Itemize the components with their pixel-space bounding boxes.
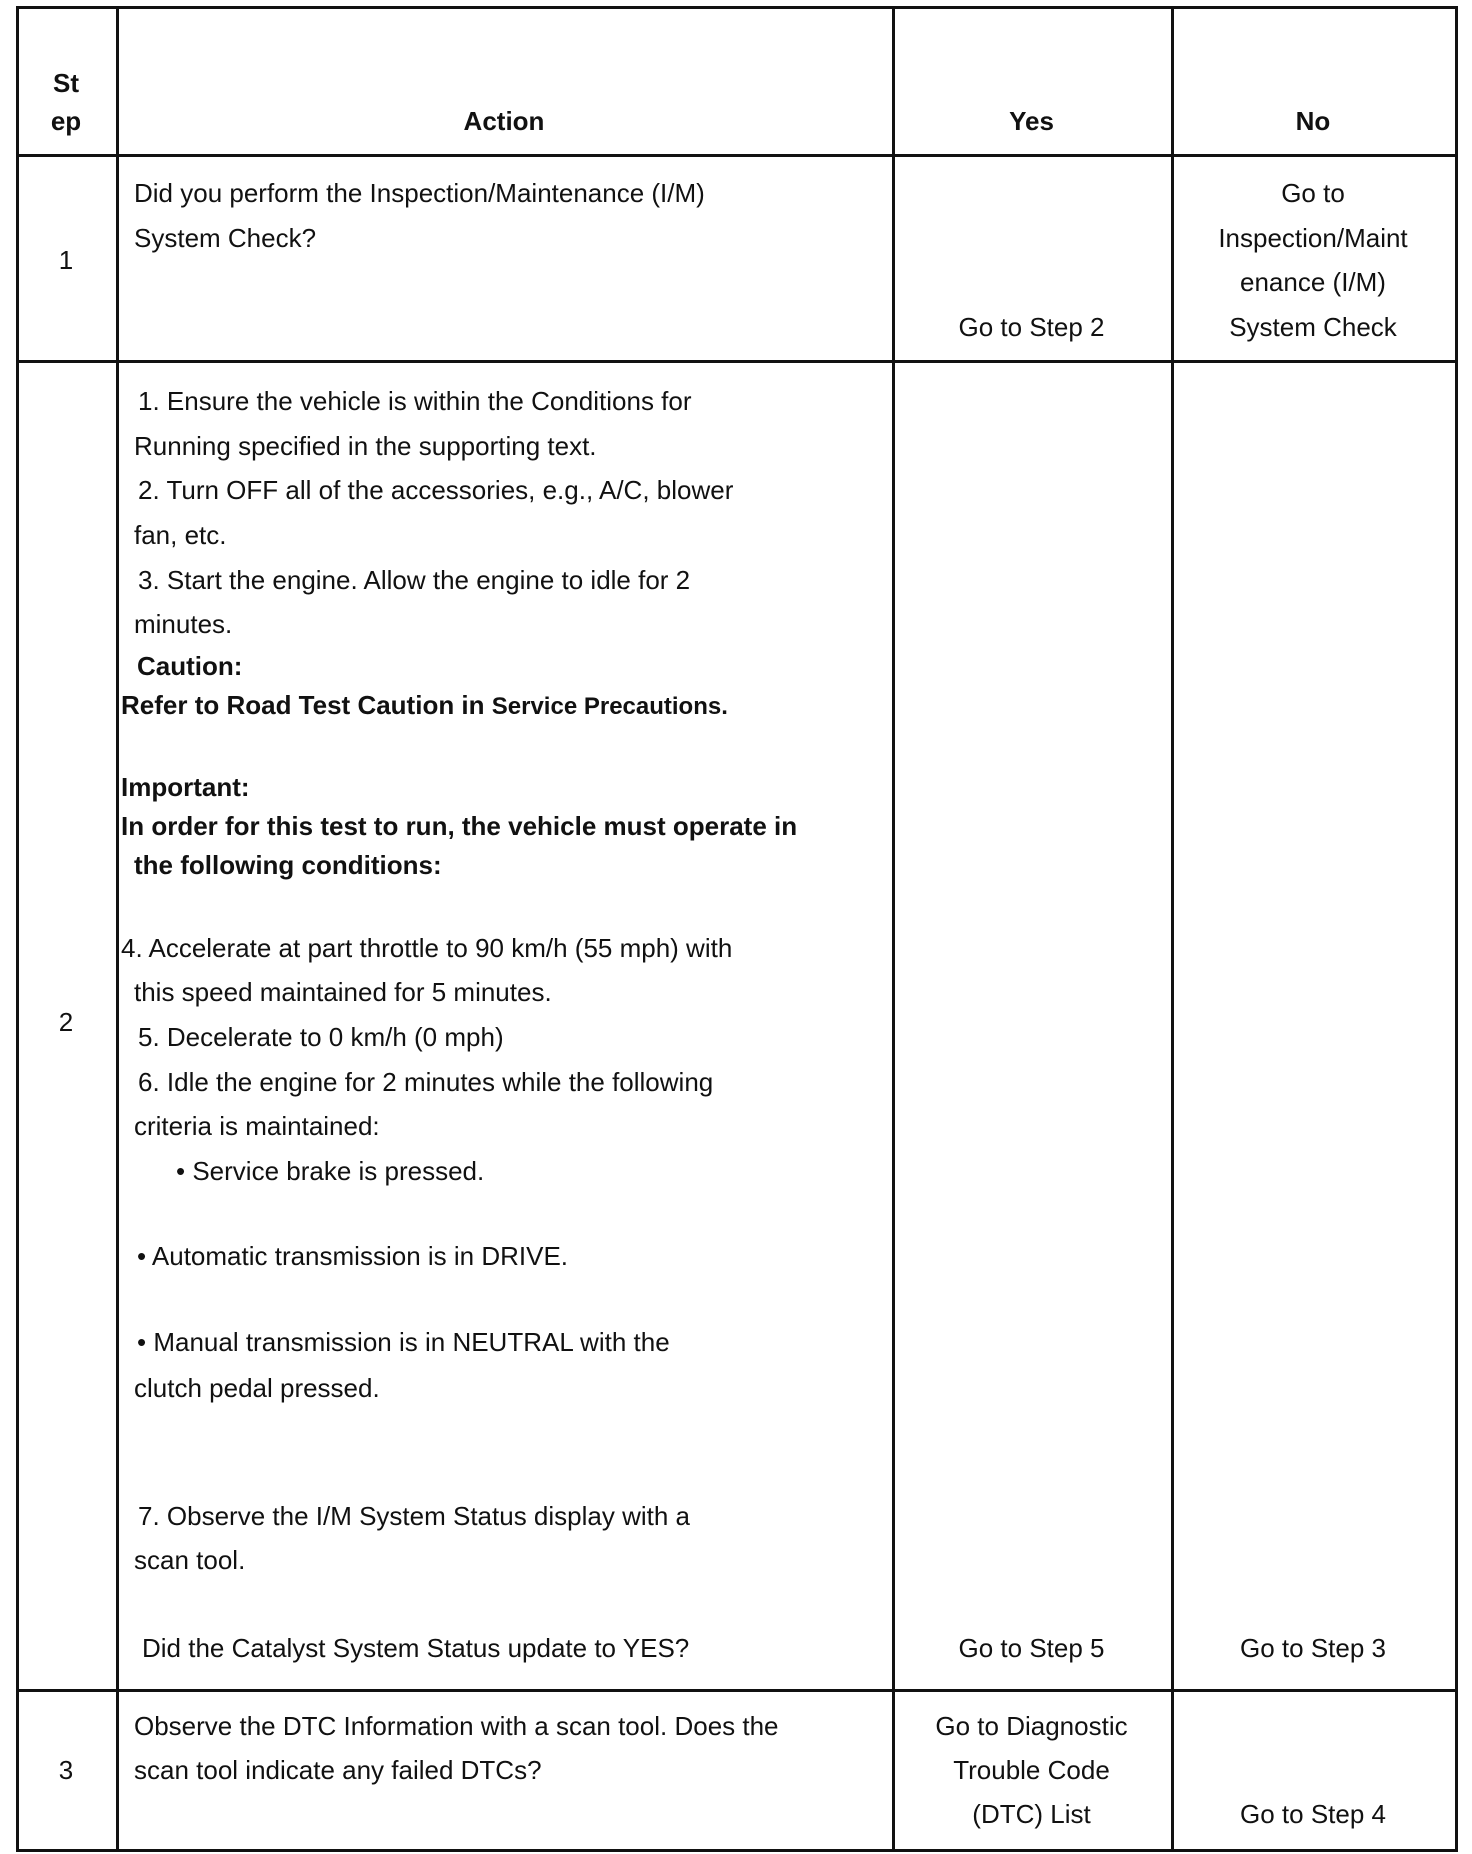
action-line: 6. Idle the engine for 2 minutes while the following — [138, 1067, 714, 1097]
no-result-line: System Check — [1229, 312, 1397, 342]
action-line: scan tool. — [134, 1545, 246, 1575]
action-line: this speed maintained for 5 minutes. — [134, 977, 552, 1007]
header-divider — [16, 154, 1458, 157]
no-result-line: Go to — [1281, 178, 1345, 208]
table-border-left — [16, 6, 19, 1852]
action-line: Did you perform the Inspection/Maintenance (I/M) — [134, 178, 705, 208]
action-question: Did the Catalyst System Status update to YES? — [142, 1633, 690, 1663]
yes-result: Go to Step 2 — [958, 312, 1105, 342]
caution-label: Caution: — [137, 651, 243, 681]
header-action: Action — [463, 106, 545, 136]
column-divider — [116, 6, 119, 1852]
action-line: Observe the DTC Information with a scan tool. Does the — [134, 1711, 779, 1741]
bullet-item: • Service brake is pressed. — [176, 1156, 485, 1186]
action-line: clutch pedal pressed. — [134, 1373, 380, 1403]
action-line: Running specified in the supporting text. — [134, 431, 597, 461]
action-line: 4. Accelerate at part throttle to 90 km/h (55 mph) with — [121, 933, 733, 963]
bullet-item: • Automatic transmission is in DRIVE. — [137, 1241, 569, 1271]
step-number: 1 — [58, 245, 74, 275]
yes-result: Go to Step 5 — [958, 1633, 1105, 1663]
action-line: 2. Turn OFF all of the accessories, e.g., A/C, blower — [138, 475, 734, 505]
table-border-right — [1455, 6, 1458, 1852]
yes-result-line: (DTC) List — [972, 1799, 1091, 1829]
action-line: 5. Decelerate to 0 km/h (0 mph) — [138, 1022, 504, 1052]
step-number: 3 — [58, 1755, 74, 1785]
yes-result-line: Go to Diagnostic — [935, 1711, 1128, 1741]
no-result: Go to Step 4 — [1240, 1799, 1386, 1829]
important-line: the following conditions: — [134, 850, 442, 880]
header-no: No — [1295, 106, 1331, 136]
step-number: 2 — [58, 1007, 74, 1037]
action-line: 7. Observe the I/M System Status display with a — [138, 1501, 691, 1531]
caution-text — [121, 690, 728, 722]
no-result: Go to Step 3 — [1240, 1633, 1386, 1663]
table-border-bottom — [16, 1849, 1458, 1852]
action-line: scan tool indicate any failed DTCs? — [134, 1755, 542, 1785]
bullet-item: • Manual transmission is in NEUTRAL with the — [137, 1327, 670, 1357]
no-result-line: Inspection/Maint — [1218, 223, 1408, 253]
no-result-line: enance (I/M) — [1240, 267, 1386, 297]
caution-text-main: Refer to Road Test Caution in — [121, 690, 485, 720]
yes-result-line: Trouble Code — [953, 1755, 1110, 1785]
header-step-line2: ep — [50, 106, 82, 136]
important-line: In order for this test to run, the vehicle must operate in — [121, 811, 798, 841]
action-line: minutes. — [134, 609, 233, 639]
action-line: 1. Ensure the vehicle is within the Conditions for — [138, 386, 692, 416]
important-label: Important: — [121, 772, 250, 802]
header-step-line1: St — [53, 68, 79, 98]
table-border-top — [16, 6, 1458, 9]
action-line: criteria is maintained: — [134, 1111, 380, 1141]
action-line: 3. Start the engine. Allow the engine to idle for 2 — [138, 565, 691, 595]
row-divider — [16, 1689, 1458, 1692]
header-yes: Yes — [1009, 106, 1054, 136]
caution-reference: Service Precautions. — [491, 693, 728, 720]
row-divider — [16, 360, 1458, 363]
action-line: System Check? — [134, 223, 317, 253]
column-divider — [892, 6, 895, 1852]
action-line: fan, etc. — [134, 520, 227, 550]
